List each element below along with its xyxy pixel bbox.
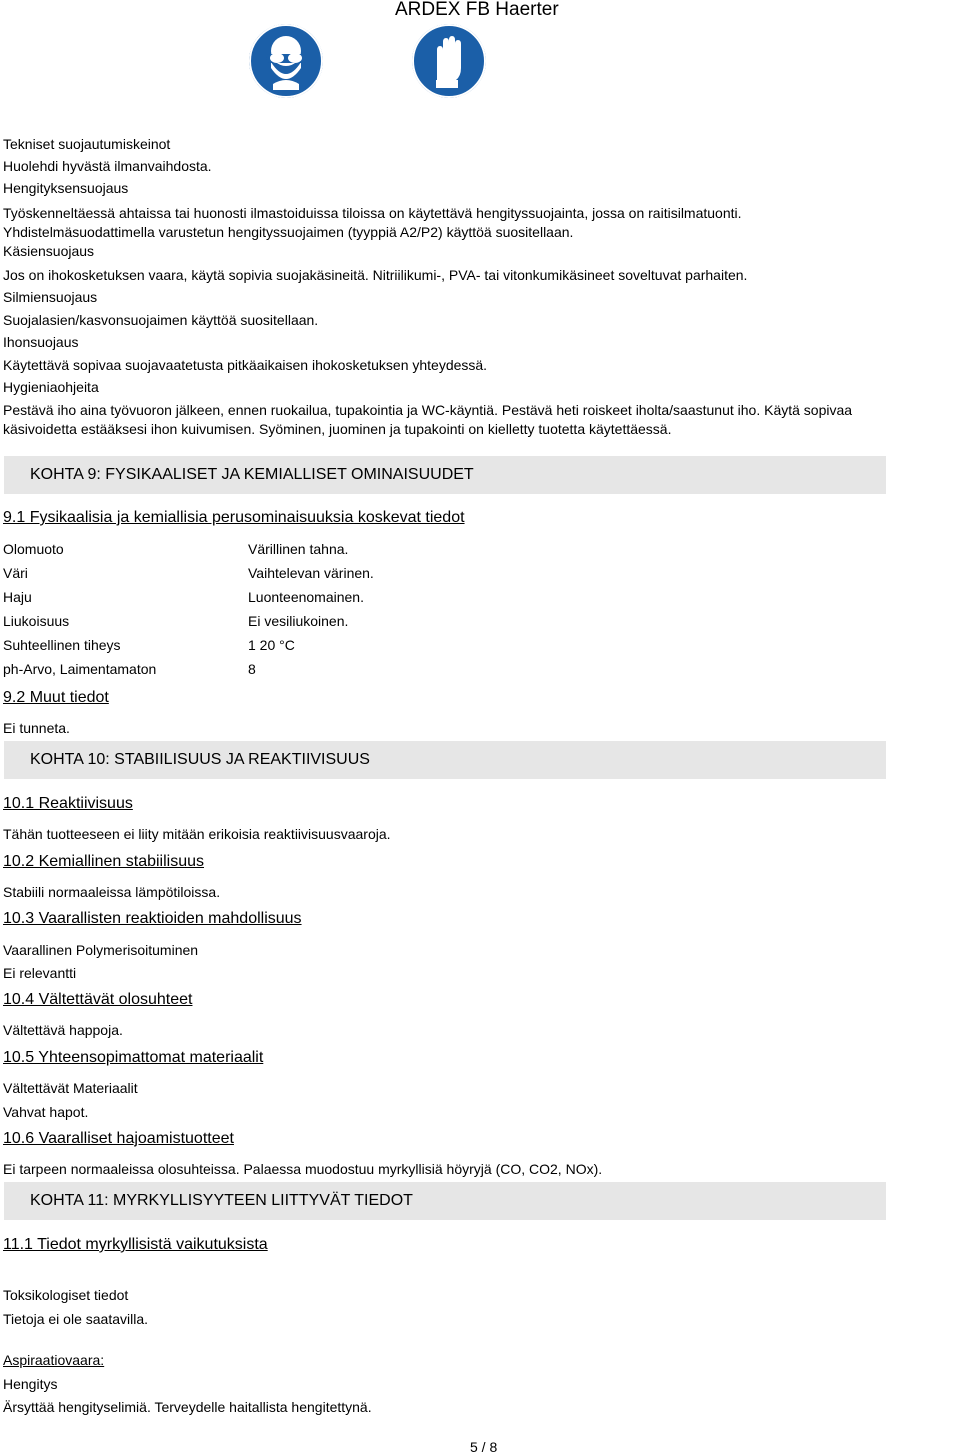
decomposition-products-text: Ei tarpeen normaaleissa olosuhteissa. Palaessa muodostuu myrkyllisiä höyryjä (CO, CO2, NOx). — [3, 1161, 603, 1177]
reactivity-text: Tähän tuotteeseen ei liity mitään erikoisia reaktiivisuusvaaroja. — [3, 826, 391, 842]
skin-protection-label: Ihonsuojaus — [3, 334, 79, 350]
hazardous-polymerization-text: Ei relevantti — [3, 965, 77, 981]
hygiene-label: Hygieniaohjeita — [3, 379, 99, 395]
property-label: Suhteellinen tiheys — [3, 637, 121, 653]
hand-protection-label: Käsiensuojaus — [3, 243, 95, 259]
section-10-title: KOHTA 10: STABIILISUUS JA REAKTIIVISUUS — [30, 751, 370, 768]
eye-protection-label: Silmiensuojaus — [3, 289, 98, 305]
aspiration-hazard-label: Aspiraatiovaara: — [3, 1352, 105, 1368]
hand-protection-text: Jos on ihokosketuksen vaara, käytä sopivia suojakäsineitä. Nitriilikumi-, PVA- tai vitonkumikäsineet soveltuvat parhaiten. — [3, 267, 748, 283]
property-label: Liukoisuus — [3, 613, 70, 629]
property-value: 1 20 °C — [248, 637, 295, 653]
subsection-10-4-title: 10.4 Vältettävät olosuhteet — [3, 991, 193, 1008]
property-value: Vaihtelevan värinen. — [248, 565, 374, 581]
hand-protection-icon — [412, 24, 486, 98]
toxicological-info-label: Toksikologiset tiedot — [3, 1287, 129, 1303]
property-label: Olomuoto — [3, 541, 64, 557]
respiratory-protection-text-1: Työskenneltäessä ahtaissa tai huonosti ilmastoiduissa tiloissa on käytettävä hengityssuojainta, jossa on raitisilmatuonti. — [3, 205, 742, 221]
engineering-controls-text: Huolehdi hyvästä ilmanvaihdosta. — [3, 158, 212, 174]
subsection-9-2-title: 9.2 Muut tiedot — [3, 689, 109, 706]
property-value: Luonteenomainen. — [248, 589, 364, 605]
subsection-10-3-title: 10.3 Vaarallisten reaktioiden mahdollisuus — [3, 910, 302, 927]
property-value: Ei vesiliukoinen. — [248, 613, 349, 629]
stability-text: Stabiili normaaleissa lämpötiloissa. — [3, 884, 221, 900]
skin-protection-text: Käytettävä sopivaa suojavaatetusta pitkäaikaisen ihokosketuksen yhteydessä. — [3, 357, 488, 373]
subsection-10-2-title: 10.2 Kemiallinen stabiilisuus — [3, 853, 204, 870]
hygiene-text-2: käsivoidetta estääksesi ihon kuivumisen. Syöminen, juominen ja tupakointi on kielletty tuotetta käytettäessä. — [3, 421, 672, 437]
subsection-9-1-title: 9.1 Fysikaalisia ja kemiallisia perusominaisuuksia koskevat tiedot — [3, 509, 465, 526]
section-11-header — [4, 1182, 886, 1220]
hazardous-polymerization-label: Vaarallinen Polymerisoituminen — [3, 942, 199, 958]
engineering-controls-label: Tekniset suojautumiskeinot — [3, 136, 171, 152]
section-11-title: KOHTA 11: MYRKYLLISYYTEEN LIITTYVÄT TIEDOT — [30, 1192, 413, 1209]
incompatible-materials-label: Vältettävät Materiaalit — [3, 1080, 138, 1096]
property-value: 8 — [248, 661, 256, 677]
property-label: ph-Arvo, Laimentamaton — [3, 661, 157, 677]
subsection-10-1-title: 10.1 Reaktiivisuus — [3, 795, 133, 812]
section-9-title: KOHTA 9: FYSIKAALISET JA KEMIALLISET OMINAISUUDET — [30, 466, 474, 483]
respiratory-protection-text-2: Yhdistelmäsuodattimella varustetun hengityssuojaimen (tyyppiä A2/P2) käyttöä suositellaan. — [3, 224, 574, 240]
respiratory-protection-label: Hengityksensuojaus — [3, 180, 129, 196]
incompatible-materials-text: Vahvat hapot. — [3, 1104, 89, 1120]
property-value: Värillinen tahna. — [248, 541, 349, 557]
eye-protection-icon — [249, 24, 323, 98]
page-number: 5 / 8 — [470, 1439, 498, 1455]
subsection-11-1-title: 11.1 Tiedot myrkyllisistä vaikutuksista — [3, 1236, 268, 1253]
section-10-header — [4, 741, 886, 779]
subsection-10-5-title: 10.5 Yhteensopimattomat materiaalit — [3, 1049, 264, 1066]
eye-protection-text: Suojalasien/kasvonsuojaimen käyttöä suositellaan. — [3, 312, 319, 328]
hygiene-text-1: Pestävä iho aina työvuoron jälkeen, ennen ruokailua, tupakointia ja WC-käyntiä. Pestävä heti roiskeet iholta/saastunut iho. Käytä sopivaa — [3, 402, 853, 418]
property-label: Väri — [3, 565, 28, 581]
toxicological-info-text: Tietoja ei ole saatavilla. — [3, 1311, 149, 1327]
section-9-header — [4, 456, 886, 494]
aspiration-hazard-text: Ärsyttää hengityselimiä. Terveydelle haitallista hengitettynä. — [3, 1399, 372, 1415]
property-label: Haju — [3, 589, 32, 605]
document-title: ARDEX FB Haerter — [395, 0, 559, 20]
aspiration-route-label: Hengitys — [3, 1376, 58, 1392]
subsection-10-6-title: 10.6 Vaaralliset hajoamistuotteet — [3, 1130, 234, 1147]
other-information-text: Ei tunneta. — [3, 720, 70, 736]
conditions-to-avoid-text: Vältettävä happoja. — [3, 1022, 123, 1038]
